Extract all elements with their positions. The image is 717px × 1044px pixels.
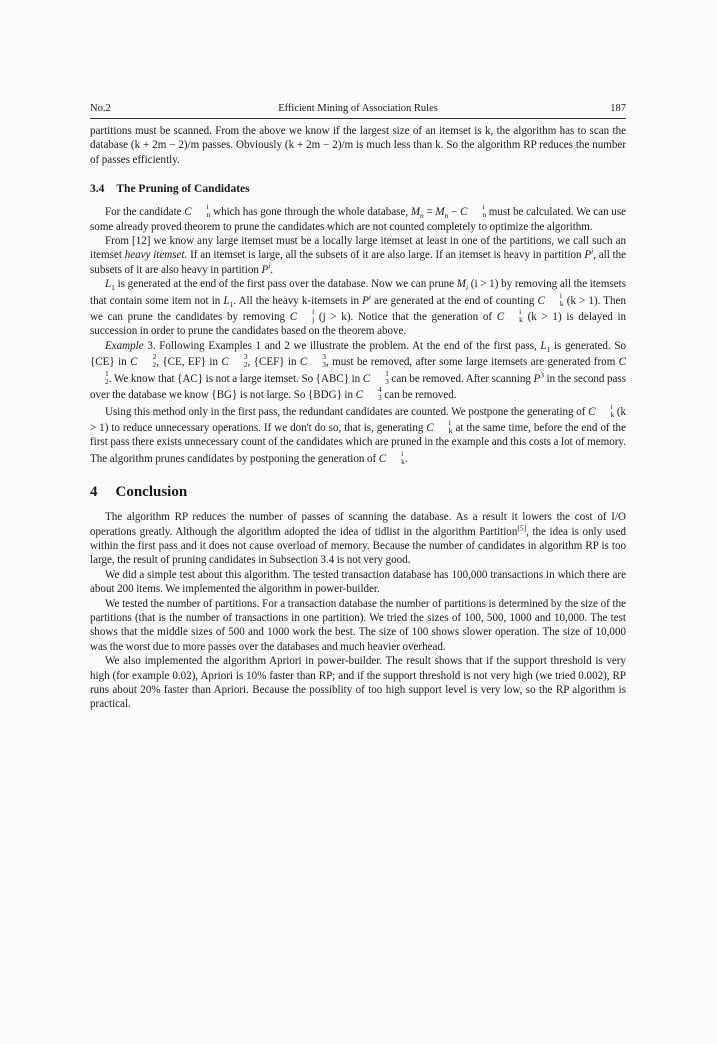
paragraph: From [12] we know any large itemset must be a locally large itemset at least in one of the partitions, we call such an itemset heavy itemset. If an itemset is large, all the subsets of it are also large. If an itemset is heavy in partition $P^i$, all the subsets of it are also heavy in partition $P^i$.: [90, 235, 627, 276]
paragraph: $L_1$ is generated at the end of the first pass over the database. Now we can prune $M_i$ (i > 1) by removing all the itemsets that contain some item not in $L_1$. All the heavy k-itemsets in $P^i$ are generated at the end of counting C i k (k > 1). Then we can prune the candidates by removing C i j (j > k). Notice that the generation of C i k (k > 1) is delayed in succession in order to prune the candidates based on the theorem above.: [90, 278, 627, 338]
section-title: The Pruning of Candidates: [116, 183, 250, 196]
paragraph: Using this method only in the first pass, the redundant candidates are counted. We postpone the generating of C i k (k > 1) to reduce unnecessary operations. If we don't do so, that is, generating C i k at the same time, before the end of the first pass there exists unnecessary count of the candidates which are pruned in the example and this costs a lot of memory. The algorithm prunes candidates by postponing the generation of C i k .: [90, 401, 627, 466]
continuation-paragraph: partitions must be scanned. From the above we know if the largest size of an itemset is k, the algorithm has to scan the database (k + 2m − 2)/m passes. Obviously (k + 2m − 2)/m is much less than k. So the algorithm RP reduces the number of passes efficiently.: [90, 125, 626, 166]
section-number: 4: [90, 484, 98, 501]
paragraph: We did a simple test about this algorithm. The tested transaction database has 100,000 transactions in which there are about 200 items. We implemented the algorithm in power-builder.: [90, 568, 626, 596]
header-rule: [90, 118, 626, 119]
issue-label: No.2: [90, 103, 111, 114]
running-header: [90, 103, 626, 114]
running-title: Efficient Mining of Association Rules: [278, 103, 438, 114]
section-title: Conclusion: [115, 484, 188, 501]
citation: [5]: [517, 522, 527, 532]
page-number: 187: [610, 103, 626, 114]
paragraph: We also implemented the algorithm Apriori in power-builder. The result shows that if the support threshold is very high (for example 0.02), Apriori is 10% faster than RP; and if the support threshold is not very high (we tried 0.002), RP runs about 20% faster than Apriori. Because the possiblity of too high support level is very low, so the RP algorithm is practical.: [90, 655, 626, 711]
section-3-4-heading: [90, 183, 626, 195]
section-4-heading: [90, 484, 626, 501]
paragraph: We tested the number of partitions. For a transaction database the number of partitions is determined by the size of the partitions (that is the number of transactions in one partition). We tried the sizes of 100, 500, 1000 and 10,000. The test shows that the middle sizes of 500 and 1000 work the best. The size of 100 shows slower operation. The size of 10,000 was the worst due to more passes over the databases and much heavier overhead.: [90, 597, 626, 653]
section-number: 3.4: [90, 183, 105, 196]
paragraph: The algorithm RP reduces the number of passes of scanning the database. As a result it lowers the cost of I/O operations greatly. Although the algorithm adopted the idea of tidlist in the algorithm Partition[5], the idea is only used within the first pass and it does not cause overload of memory. Because the number of candidates in algorithm RP is too large, the result of pruning candidates in Subsection 3.4 is not very good.: [90, 511, 626, 567]
paragraph: Example 3. Following Examples 1 and 2 we illustrate the problem. At the end of the first pass, $L_1$ is generated. So {CE} in C 2 2 , {CE, EF} in C 3 2 , {CEF} in C 3 3 , must be removed, after some large itemsets are generated from C 1 2 . We know that {AC} is not a large itemset. So {ABC} in C 1 3 can be removed. After scanning $P^3$ in the second pass over the database we know {BG} is not large. So {BDG} in C 4 3 can be removed.: [90, 339, 627, 403]
paragraph: For the candidate C i n which has gone through the whole database, $M_n = M_n - C$ i n must be calculated. We can use some already proved theorem to prune the candidates which are not counted completely to optimize the algorithm.: [90, 202, 627, 233]
page-body: [90, 124, 626, 712]
